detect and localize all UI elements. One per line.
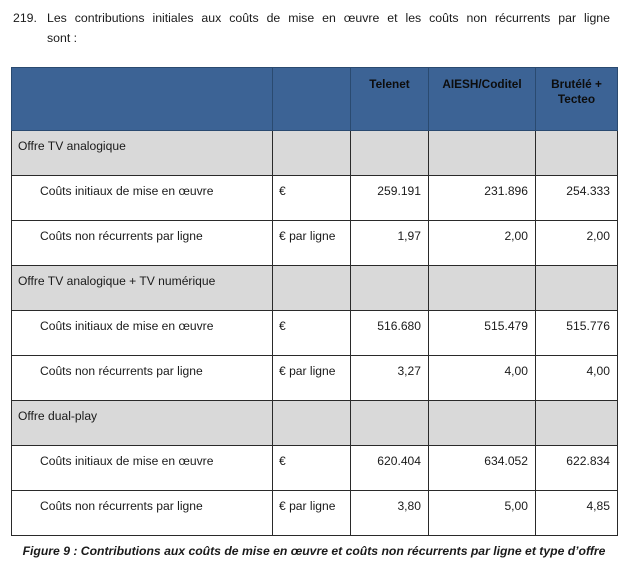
row-value-brutele-tecteo: 4,85 [536,491,618,536]
row-value-brutele-tecteo: 254.333 [536,176,618,221]
section-spacer-col3 [536,266,618,311]
row-value-aiesh-coditel: 515.479 [429,311,536,356]
paragraph-line-2: sont : [47,31,78,45]
section-spacer-col2 [429,401,536,446]
header-cell-unit [273,68,351,131]
table-row [12,446,618,491]
row-unit: € [273,311,351,356]
header-cell-telenet: Telenet [351,68,429,131]
row-value-brutele-tecteo: 2,00 [536,221,618,266]
paragraph-number: 219. [13,11,37,25]
section-spacer-col1 [351,131,429,176]
row-value-telenet: 1,97 [351,221,429,266]
section-spacer-unit [273,401,351,446]
table-row [12,356,618,401]
table-row [12,176,618,221]
section-title: Offre TV analogique [12,131,273,176]
row-unit: € [273,446,351,491]
header-cell-label [12,68,273,131]
section-spacer-col1 [351,401,429,446]
row-value-aiesh-coditel: 4,00 [429,356,536,401]
table-row [12,311,618,356]
section-spacer-col1 [351,266,429,311]
figure-caption-line-2: type d’offre [539,544,606,558]
section-spacer-col2 [429,131,536,176]
row-value-aiesh-coditel: 2,00 [429,221,536,266]
costs-table-container [11,67,617,536]
costs-table [11,67,618,536]
section-spacer-unit [273,131,351,176]
table-section-row [12,131,618,176]
row-value-aiesh-coditel: 5,00 [429,491,536,536]
row-unit: € [273,176,351,221]
row-label: Coûts initiaux de mise en œuvre [12,176,273,221]
row-value-aiesh-coditel: 231.896 [429,176,536,221]
row-value-aiesh-coditel: 634.052 [429,446,536,491]
intro-paragraph [0,8,627,48]
row-value-telenet: 3,27 [351,356,429,401]
row-value-brutele-tecteo: 622.834 [536,446,618,491]
row-label: Coûts non récurrents par ligne [12,356,273,401]
row-value-telenet: 516.680 [351,311,429,356]
table-header-row [12,68,618,131]
row-unit: € par ligne [273,356,351,401]
section-title: Offre TV analogique + TV numérique [12,266,273,311]
table-row [12,491,618,536]
section-spacer-col3 [536,401,618,446]
row-label: Coûts initiaux de mise en œuvre [12,446,273,491]
header-cell-aiesh-coditel: AIESH/Coditel [429,68,536,131]
figure-caption-line-1: Figure 9 : Contributions aux coûts de mise en œuvre et coûts non récurrents par ligne et [22,544,536,558]
section-spacer-col2 [429,266,536,311]
row-label: Coûts non récurrents par ligne [12,221,273,266]
paragraph-text [47,8,610,48]
row-label: Coûts initiaux de mise en œuvre [12,311,273,356]
row-unit: € par ligne [273,221,351,266]
row-value-brutele-tecteo: 4,00 [536,356,618,401]
figure-caption [11,541,617,562]
row-value-brutele-tecteo: 515.776 [536,311,618,356]
section-title: Offre dual-play [12,401,273,446]
row-value-telenet: 3,80 [351,491,429,536]
section-spacer-col3 [536,131,618,176]
row-label: Coûts non récurrents par ligne [12,491,273,536]
table-row [12,221,618,266]
header-cell-brutele-tecteo: Brutélé + Tecteo [536,68,618,131]
table-section-row [12,266,618,311]
row-value-telenet: 620.404 [351,446,429,491]
paragraph-line-1: Les contributions initiales aux coûts de mise en œuvre et les coûts non récurrents par ligne [47,11,610,25]
row-value-telenet: 259.191 [351,176,429,221]
row-unit: € par ligne [273,491,351,536]
section-spacer-unit [273,266,351,311]
table-section-row [12,401,618,446]
